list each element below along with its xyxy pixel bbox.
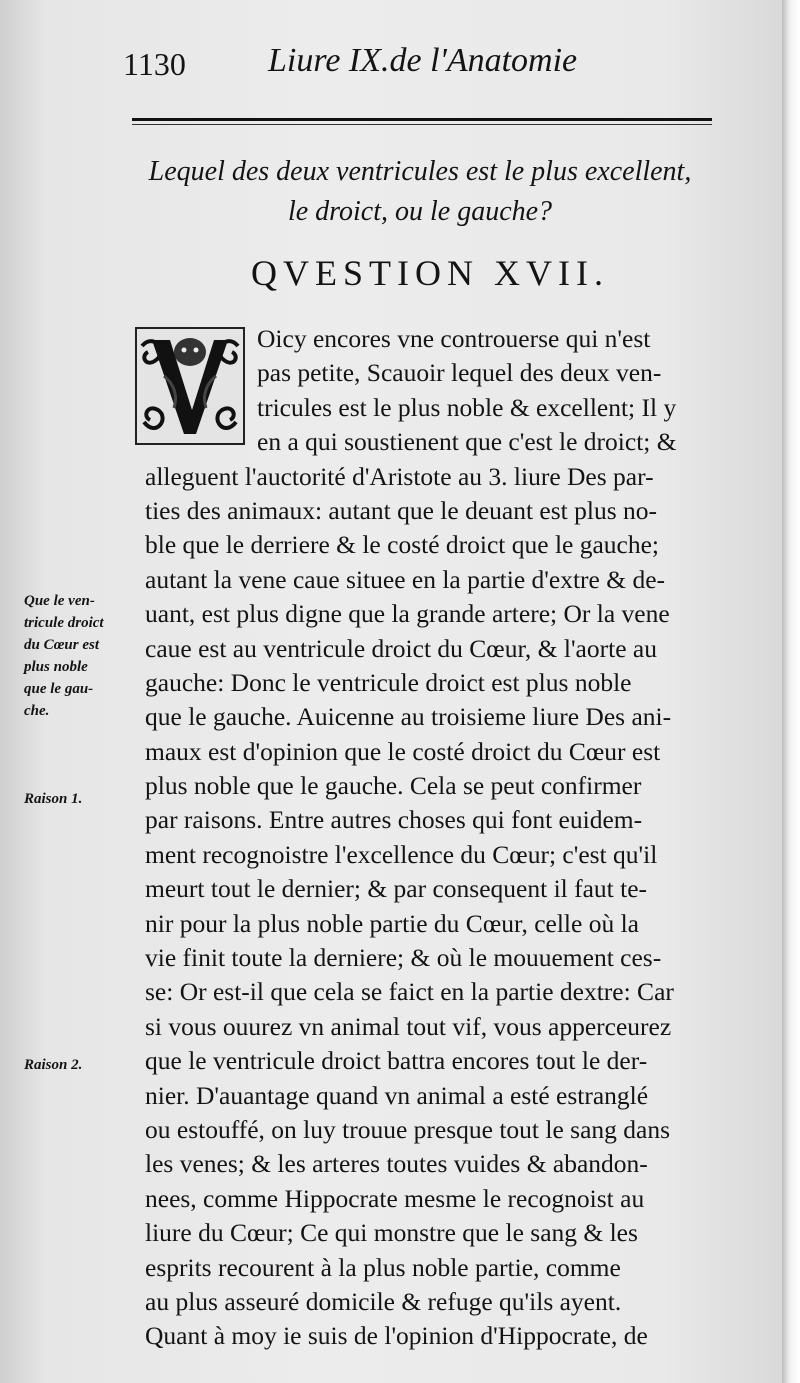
text-line: que le gauche. Auicenne au troisieme liure Des ani- — [145, 702, 672, 732]
text-line: les venes; & les arteres toutes vuides & abandon- — [145, 1149, 648, 1179]
margin-note-line: tricule droict — [24, 615, 104, 631]
page-number: 1130 — [123, 46, 186, 82]
text-line: autant la vene caue situee en la partie d'extre & de- — [145, 564, 665, 594]
question-title-line: Lequel des deux ventricules est le plus excellent, — [148, 156, 692, 187]
question-number: QVESTION XVII. — [251, 253, 609, 293]
margin-note-raison-2 — [24, 1054, 82, 1076]
text-line: Oicy encores vne controuerse qui n'est — [257, 324, 651, 353]
text-line: en a qui soustienent que c'est le droict; & — [257, 427, 677, 457]
page-edge — [782, 0, 800, 1383]
text-line: alleguent l'auctorité d'Aristote au 3. liure Des par- — [145, 461, 654, 491]
page-header — [118, 38, 718, 86]
text-line: au plus asseuré domicile & refuge qu'ils ayent. — [145, 1286, 622, 1316]
margin-note-line: Que le ven- — [24, 593, 95, 609]
margin-note-raison-1 — [24, 788, 82, 810]
margin-note-line: du Cœur est — [24, 637, 100, 653]
margin-note-line: che. — [24, 703, 50, 719]
text-line: maux est d'opinion que le costé droict du Cœur est — [145, 736, 661, 766]
margin-note-line: que le gau- — [24, 681, 94, 697]
text-line: gauche: Donc le ventricule droict est plus noble — [145, 667, 632, 697]
text-line: esprits recourent à la plus noble partie, comme — [145, 1252, 621, 1282]
text-line: nier. D'auantage quand vn animal a esté estranglé — [145, 1080, 649, 1110]
text-line: ties des animaux: autant que le deuant est plus no- — [145, 495, 657, 525]
header-rule-thin — [132, 124, 712, 125]
text-line: liure du Cœur; Ce qui monstre que le sang & les — [145, 1218, 638, 1248]
margin-note-line: Raison 1. — [24, 791, 83, 807]
text-line: ou estouffé, on luy trouue presque tout le sang dans — [145, 1114, 671, 1144]
text-line: caue est au ventricule droict du Cœur, & l'aorte au — [145, 633, 657, 663]
text-line: meurt tout le dernier; & par consequent il faut te- — [145, 874, 648, 904]
margin-note-line: plus noble — [24, 659, 88, 675]
text-line: plus noble que le gauche. Cela se peut confirmer — [145, 771, 642, 801]
text-line: par raisons. Entre autres choses qui font euidem- — [145, 805, 643, 835]
text-line: nees, comme Hippocrate mesme le recognoist au — [145, 1183, 645, 1213]
text-line: ble que le derriere & le costé droict que le gauche; — [145, 530, 660, 560]
margin-note-line: Raison 2. — [24, 1057, 83, 1073]
question-title-line: le droict, ou le gauche? — [287, 196, 553, 227]
text-line: se: Or est-il que cela se faict en la partie dextre: Car — [145, 977, 674, 1007]
text-line: Quant à moy ie suis de l'opinion d'Hippocrate, de — [145, 1321, 648, 1351]
body-text — [145, 322, 745, 1354]
text-line: si vous ouurez vn animal tout vif, vous apperceurez — [145, 1011, 672, 1041]
margin-note-ventricule — [24, 590, 104, 722]
running-title: Liure IX.de l'Anatomie — [268, 42, 578, 79]
text-line: uant, est plus digne que la grande artere; Or la vene — [145, 599, 670, 629]
text-line: nir pour la plus noble partie du Cœur, celle où la — [145, 908, 639, 938]
text-line: vie finit toute la derniere; & où le mouuement ces- — [145, 943, 662, 973]
text-line: que le ventricule droict battra encores tout le der- — [145, 1046, 648, 1076]
text-line: ment recognoistre l'excellence du Cœur; c'est qu'il — [145, 839, 658, 869]
text-line: pas petite, Scauoir lequel des deux ven- — [257, 358, 662, 388]
header-rule — [132, 118, 712, 121]
question-title — [120, 152, 720, 232]
text-line: tricules est le plus noble & excellent; Il y — [257, 392, 677, 422]
